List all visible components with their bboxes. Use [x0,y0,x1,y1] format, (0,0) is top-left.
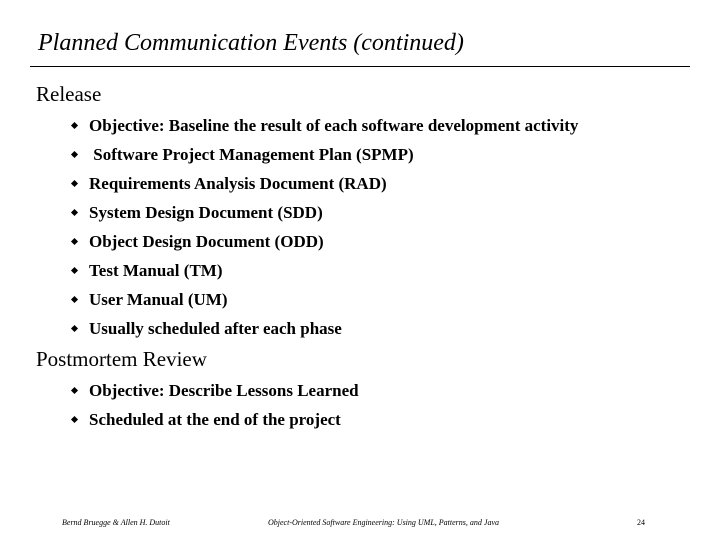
diamond-bullet-icon [71,180,78,187]
bullet-text: User Manual (UM) [89,289,228,309]
footer-authors: Bernd Bruegge & Allen H. Dutoit [62,518,170,527]
list-item [72,376,359,405]
list-item [72,169,578,198]
diamond-bullet-icon [71,416,78,423]
list-item [72,314,578,343]
bullet-text: Test Manual (TM) [89,260,223,280]
diamond-bullet-icon [71,238,78,245]
section-heading-postmortem: Postmortem Review [36,347,207,371]
release-bullet-list [72,111,578,343]
bullet-text: Software Project Management Plan (SPMP) [89,144,414,164]
section-heading-release: Release [36,82,102,106]
title-rule [30,66,690,67]
list-item [72,227,578,256]
list-item [72,405,359,434]
bullet-text: Object Design Document (ODD) [89,231,324,251]
page-number: 24 [637,518,645,527]
diamond-bullet-icon [71,209,78,216]
bullet-text: Usually scheduled after each phase [89,318,342,338]
bullet-text: Requirements Analysis Document (RAD) [89,173,387,193]
diamond-bullet-icon [71,296,78,303]
bullet-text: System Design Document (SDD) [89,202,323,222]
bullet-text: Scheduled at the end of the project [89,409,341,429]
diamond-bullet-icon [71,387,78,394]
diamond-bullet-icon [71,267,78,274]
diamond-bullet-icon [71,151,78,158]
footer-book-title: Object-Oriented Software Engineering: Using UML, Patterns, and Java [268,518,499,527]
slide-title: Planned Communication Events (continued) [38,30,464,56]
bullet-text: Objective: Baseline the result of each software development activity [89,115,579,135]
bullet-text: Objective: Describe Lessons Learned [89,380,359,400]
list-item [72,111,578,140]
diamond-bullet-icon [71,325,78,332]
diamond-bullet-icon [71,122,78,129]
list-item [72,140,578,169]
list-item [72,198,578,227]
list-item [72,285,578,314]
postmortem-bullet-list [72,376,359,434]
list-item [72,256,578,285]
